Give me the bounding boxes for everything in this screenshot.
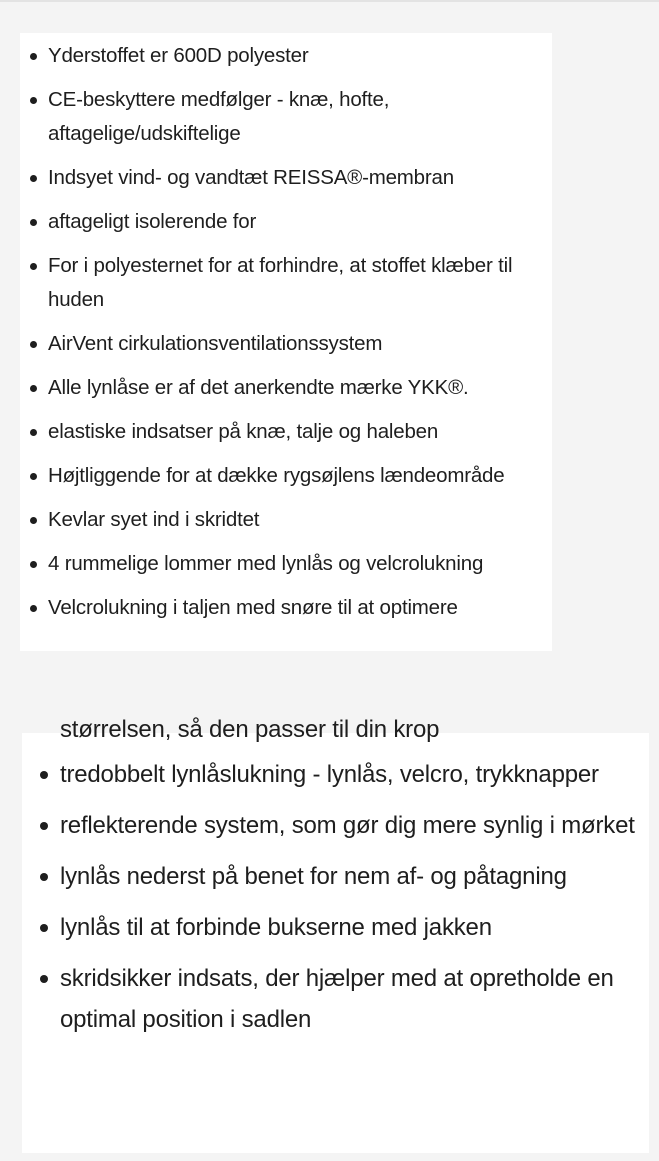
list-item-text: 4 rummelige lommer med lynlås og velcrolukning	[48, 552, 484, 575]
feature-list-panel-top	[20, 33, 552, 651]
list-item-text: Indsyet vind- og vandtæt REISSA®-membran	[48, 166, 454, 189]
list-item	[20, 161, 552, 195]
list-item-text: lynlås nederst på benet for nem af- og påtagning	[60, 863, 567, 890]
bullet-icon	[30, 97, 37, 104]
list-item-text: Alle lynlåse er af det anerkendte mærke YKK®.	[48, 376, 469, 399]
list-item-text: Højtliggende for at dække rygsøjlens lændeområde	[48, 464, 505, 487]
list-item-text: lynlås til at forbinde bukserne med jakken	[60, 914, 492, 941]
bullet-icon	[40, 822, 48, 830]
bullet-icon	[30, 605, 37, 612]
list-item-text: Kevlar syet ind i skridtet	[48, 508, 260, 531]
list-item-text: aftageligt isolerende for	[48, 210, 257, 233]
list-item-text: reflekterende system, som gør dig mere synlig i mørket	[60, 812, 635, 839]
list-item-text: Velcrolukning i taljen med snøre til at optimere	[48, 596, 458, 619]
list-item-text: elastiske indsatser på knæ, talje og haleben	[48, 420, 439, 443]
list-item	[20, 503, 552, 537]
bullet-icon	[40, 924, 48, 932]
bullet-icon	[40, 975, 48, 983]
list-item-continuation	[22, 709, 649, 750]
list-item	[20, 249, 552, 317]
list-item	[20, 327, 552, 361]
bullet-icon	[30, 341, 37, 348]
list-item	[20, 205, 552, 239]
list-item	[20, 459, 552, 493]
list-item	[20, 39, 552, 73]
list-item-text: For i polyesternet for at forhindre, at stoffet klæber til huden	[48, 254, 513, 311]
list-item-text: AirVent cirkulationsventilationssystem	[48, 332, 383, 355]
feature-list-panel-bottom	[22, 716, 649, 1153]
feature-list-bottom	[22, 709, 649, 1050]
list-item	[22, 805, 649, 846]
list-item	[20, 83, 552, 151]
list-item	[20, 415, 552, 449]
bullet-icon	[30, 561, 37, 568]
bullet-icon	[30, 219, 37, 226]
list-item	[22, 754, 649, 795]
list-item-text: skridsikker indsats, der hjælper med at opretholde en optimal position i sadlen	[60, 965, 614, 1033]
list-item	[20, 591, 552, 625]
bullet-icon	[30, 385, 37, 392]
list-item	[20, 371, 552, 405]
page-top-edge	[0, 0, 659, 2]
list-item-text: Yderstoffet er 600D polyester	[48, 44, 309, 67]
bullet-icon	[30, 429, 37, 436]
list-item-text: størrelsen, så den passer til din krop	[60, 716, 440, 743]
list-item	[22, 907, 649, 948]
list-item	[22, 856, 649, 897]
bullet-icon	[30, 473, 37, 480]
feature-list-top	[20, 39, 552, 635]
list-item-text: tredobbelt lynlåslukning - lynlås, velcro, trykknapper	[60, 761, 599, 788]
list-item	[22, 958, 649, 1040]
bullet-icon	[30, 517, 37, 524]
list-item-text: CE-beskyttere medfølger - knæ, hofte, aftagelige/udskiftelige	[48, 88, 390, 145]
bullet-icon	[40, 873, 48, 881]
bullet-icon	[40, 771, 48, 779]
bullet-icon	[30, 263, 37, 270]
list-item	[20, 547, 552, 581]
bullet-icon	[30, 175, 37, 182]
bullet-icon	[30, 53, 37, 60]
